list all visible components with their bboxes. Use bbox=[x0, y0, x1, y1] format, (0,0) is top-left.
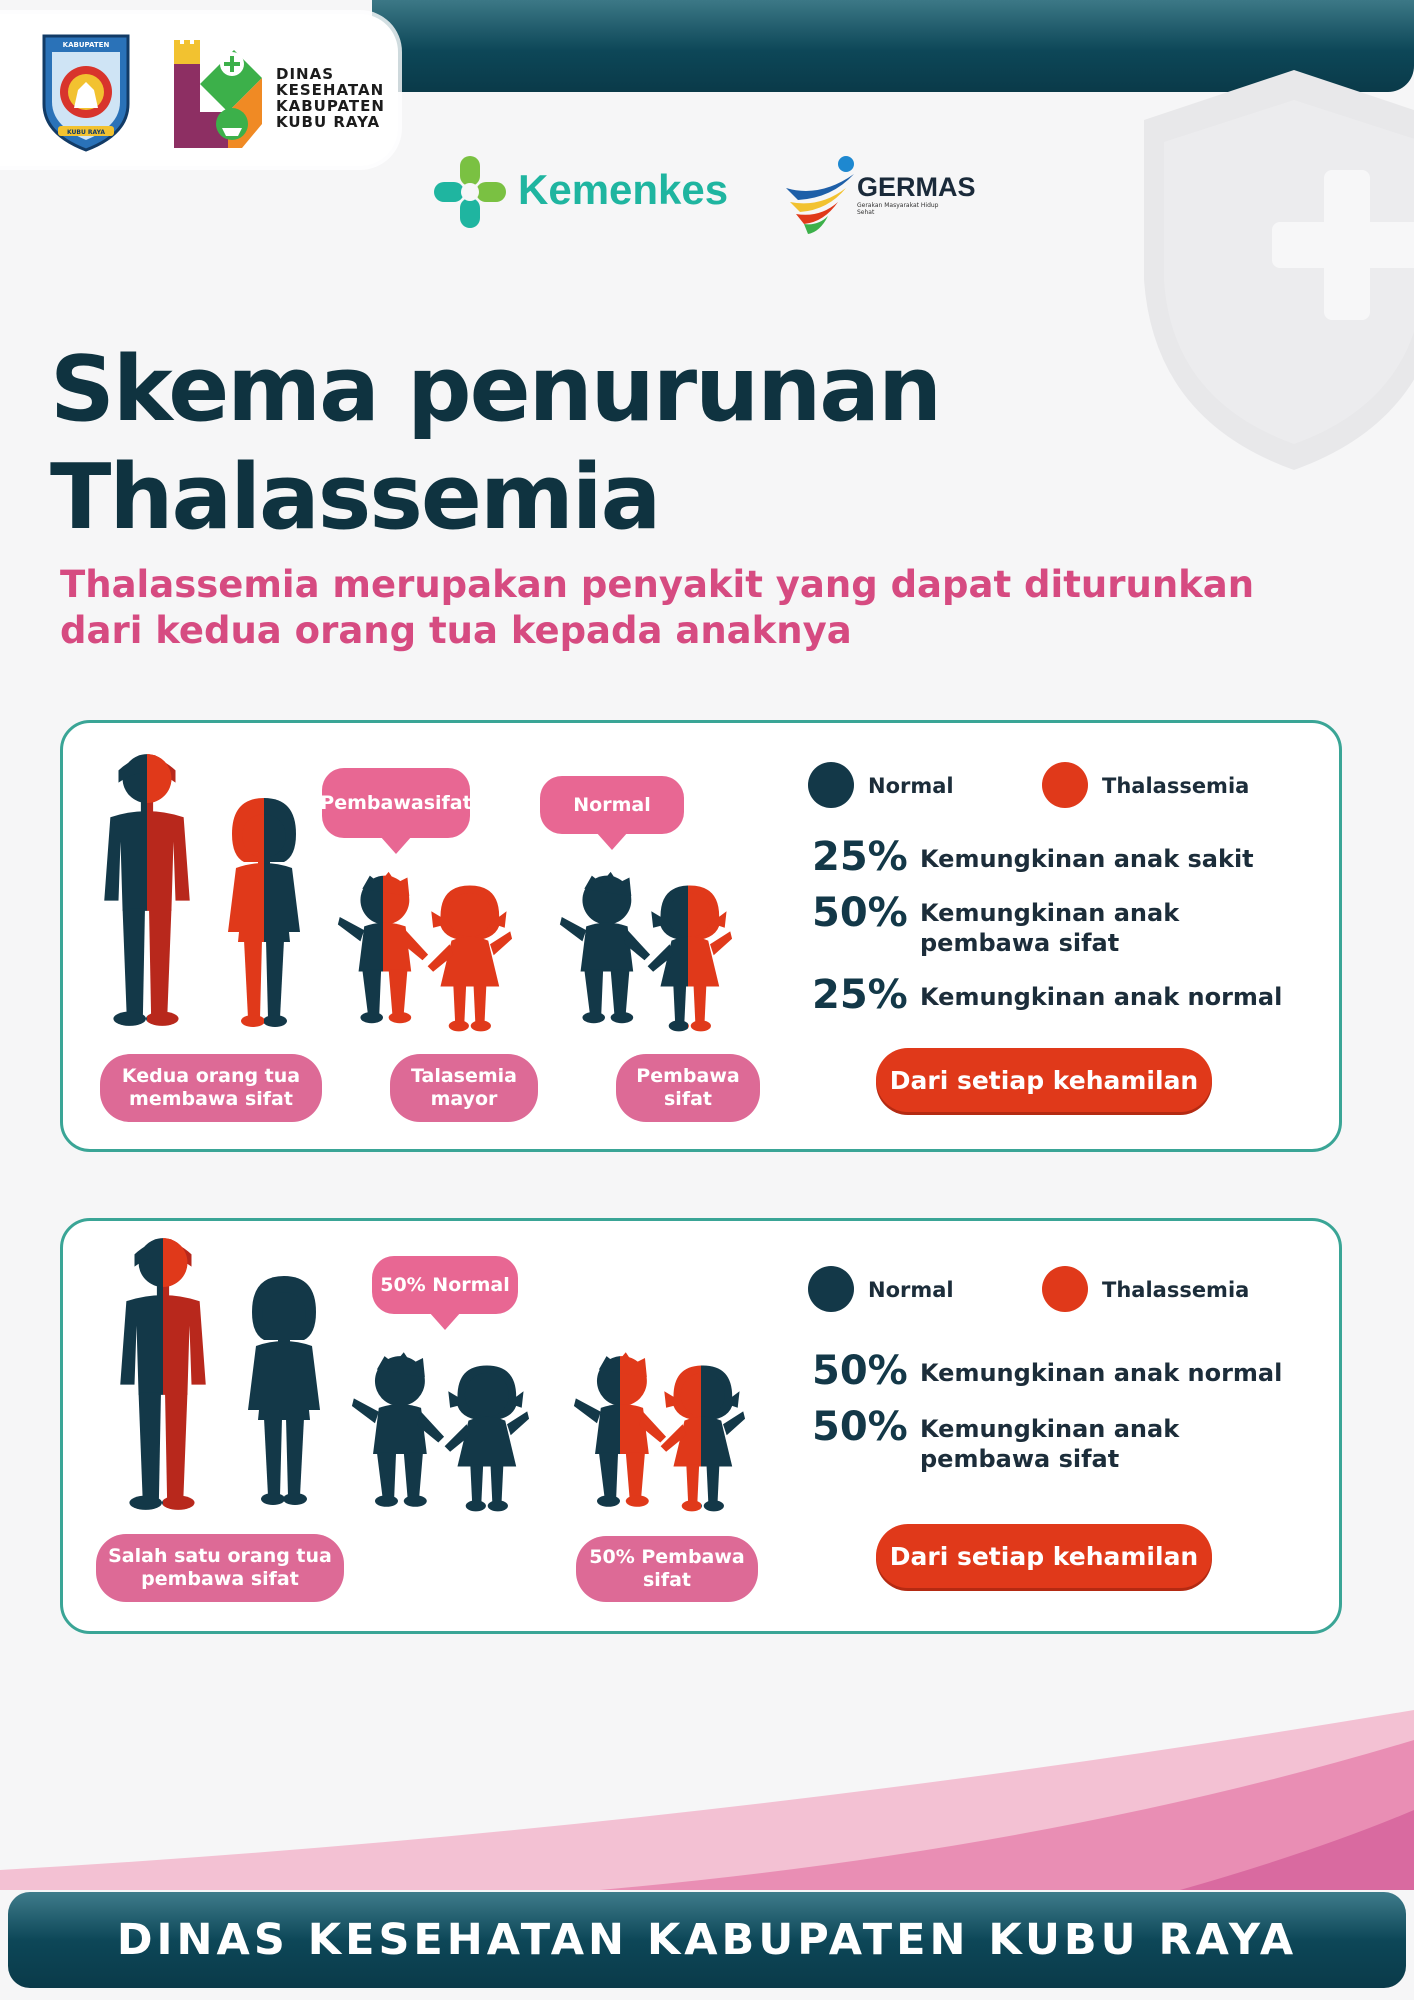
per-pregnancy-button[interactable]: Dari setiap kehamilan bbox=[876, 1524, 1212, 1588]
speech-bubble-normal bbox=[540, 776, 684, 834]
pill-text: membawa sifat bbox=[129, 1088, 293, 1110]
child-label-pill bbox=[616, 1054, 760, 1122]
pill-text: pembawa sifat bbox=[141, 1568, 299, 1590]
speech-bubble-normal bbox=[372, 1256, 518, 1314]
org-line: DINAS bbox=[276, 65, 334, 83]
pill-text: 50% Pembawa bbox=[589, 1546, 745, 1568]
legend-normal-label: Normal bbox=[868, 1278, 954, 1302]
pill-text: Pembawa bbox=[636, 1065, 740, 1087]
stat-percent: 50% bbox=[812, 1348, 908, 1394]
page-subtitle bbox=[60, 562, 1260, 654]
child-boy-normal-figure bbox=[350, 1346, 446, 1514]
legend-normal-dot bbox=[808, 762, 854, 808]
stat-desc-line: Kemungkinan anak normal bbox=[920, 983, 1283, 1011]
bubble-text: Pembawa bbox=[320, 791, 424, 814]
child-girl-normal-figure bbox=[436, 1360, 534, 1516]
bubble-text: sifat bbox=[423, 791, 472, 814]
bottom-wave-decoration bbox=[0, 1690, 1414, 1890]
shield-decoration-icon bbox=[1134, 60, 1414, 480]
child-boy-normal-figure bbox=[558, 864, 652, 1032]
stat-percent: 50% bbox=[812, 1404, 908, 1450]
org-line: KABUPATEN bbox=[276, 97, 385, 115]
org-line: KESEHATAN bbox=[276, 81, 385, 99]
legend-thalassemia-dot bbox=[1042, 1266, 1088, 1312]
pill-text: Kedua orang tua bbox=[121, 1065, 301, 1087]
stat-percent: 25% bbox=[812, 834, 908, 880]
seal-label: KABUPATEN bbox=[62, 41, 110, 49]
stat-desc-line: pembawa sifat bbox=[920, 929, 1120, 957]
dinkes-logo-icon bbox=[170, 38, 268, 152]
father-carrier-figure bbox=[92, 748, 202, 1033]
pill-text: mayor bbox=[430, 1088, 498, 1110]
stat-desc-line: Kemungkinan anak normal bbox=[920, 1359, 1283, 1387]
mother-normal-figure bbox=[234, 1270, 334, 1510]
legend-normal-dot bbox=[808, 1266, 854, 1312]
bubble-text: 50% Normal bbox=[380, 1273, 510, 1296]
org-line: KUBU RAYA bbox=[276, 113, 381, 131]
per-pregnancy-button[interactable]: Dari setiap kehamilan bbox=[876, 1048, 1212, 1112]
footer-org-name: DINAS KESEHATAN KABUPATEN KUBU RAYA bbox=[116, 1915, 1298, 1965]
stat-percent: 50% bbox=[812, 890, 908, 936]
child-girl-thalassemia-figure bbox=[420, 880, 516, 1036]
child-girl-carrier-figure bbox=[652, 1360, 750, 1516]
stat-desc-line: Kemungkinan anak sakit bbox=[920, 845, 1254, 873]
stat-description bbox=[920, 1358, 1282, 1388]
stat-percent: 25% bbox=[812, 972, 908, 1018]
stat-description bbox=[920, 982, 1282, 1012]
pill-text: sifat bbox=[643, 1569, 691, 1591]
child-label-pill bbox=[576, 1536, 758, 1602]
mother-carrier-figure bbox=[214, 792, 314, 1032]
seal-ribbon-label: KUBU RAYA bbox=[66, 129, 106, 136]
subtitle-line: dari kedua orang tua kepada anaknya bbox=[60, 609, 852, 652]
stat-desc-line: pembawa sifat bbox=[920, 1445, 1120, 1473]
parents-label-pill bbox=[96, 1534, 344, 1602]
dinkes-org-name bbox=[276, 66, 385, 130]
parents-label-pill bbox=[100, 1054, 322, 1122]
page-title bbox=[50, 336, 940, 552]
germas-logo-icon bbox=[784, 154, 860, 236]
title-line: Skema penurunan bbox=[50, 337, 941, 442]
subtitle-line: Thalassemia merupakan penyakit yang dapat diturunkan bbox=[60, 563, 1255, 606]
legend-thalassemia-label: Thalassemia bbox=[1102, 774, 1250, 798]
stat-description bbox=[920, 844, 1254, 874]
child-boy-carrier-figure bbox=[336, 864, 430, 1032]
pill-text: Talasemia bbox=[411, 1065, 517, 1087]
stat-description bbox=[920, 1414, 1179, 1474]
pill-text: Salah satu orang tua bbox=[108, 1545, 332, 1567]
germas-wordmark: GERMAS bbox=[857, 172, 976, 202]
stat-desc-line: Kemungkinan anak bbox=[920, 899, 1180, 927]
kemenkes-logo-icon bbox=[434, 156, 506, 228]
stat-description bbox=[920, 898, 1179, 958]
child-girl-carrier-figure bbox=[640, 880, 736, 1036]
legend-thalassemia-label: Thalassemia bbox=[1102, 1278, 1250, 1302]
stat-desc-line: Kemungkinan anak bbox=[920, 1415, 1180, 1443]
child-label-pill bbox=[390, 1054, 538, 1122]
bubble-text: Normal bbox=[573, 793, 651, 816]
pill-text: sifat bbox=[664, 1088, 712, 1110]
speech-bubble-carrier bbox=[322, 768, 470, 838]
germas-tagline: Gerakan Masyarakat Hidup Sehat bbox=[857, 202, 939, 216]
legend-thalassemia-dot bbox=[1042, 762, 1088, 808]
title-line: Thalassemia bbox=[50, 445, 660, 550]
legend-normal-label: Normal bbox=[868, 774, 954, 798]
kabupaten-seal-icon bbox=[38, 30, 134, 154]
kemenkes-wordmark: Kemenkes bbox=[518, 166, 729, 213]
father-carrier-figure bbox=[108, 1232, 218, 1517]
footer-banner bbox=[8, 1892, 1406, 1988]
